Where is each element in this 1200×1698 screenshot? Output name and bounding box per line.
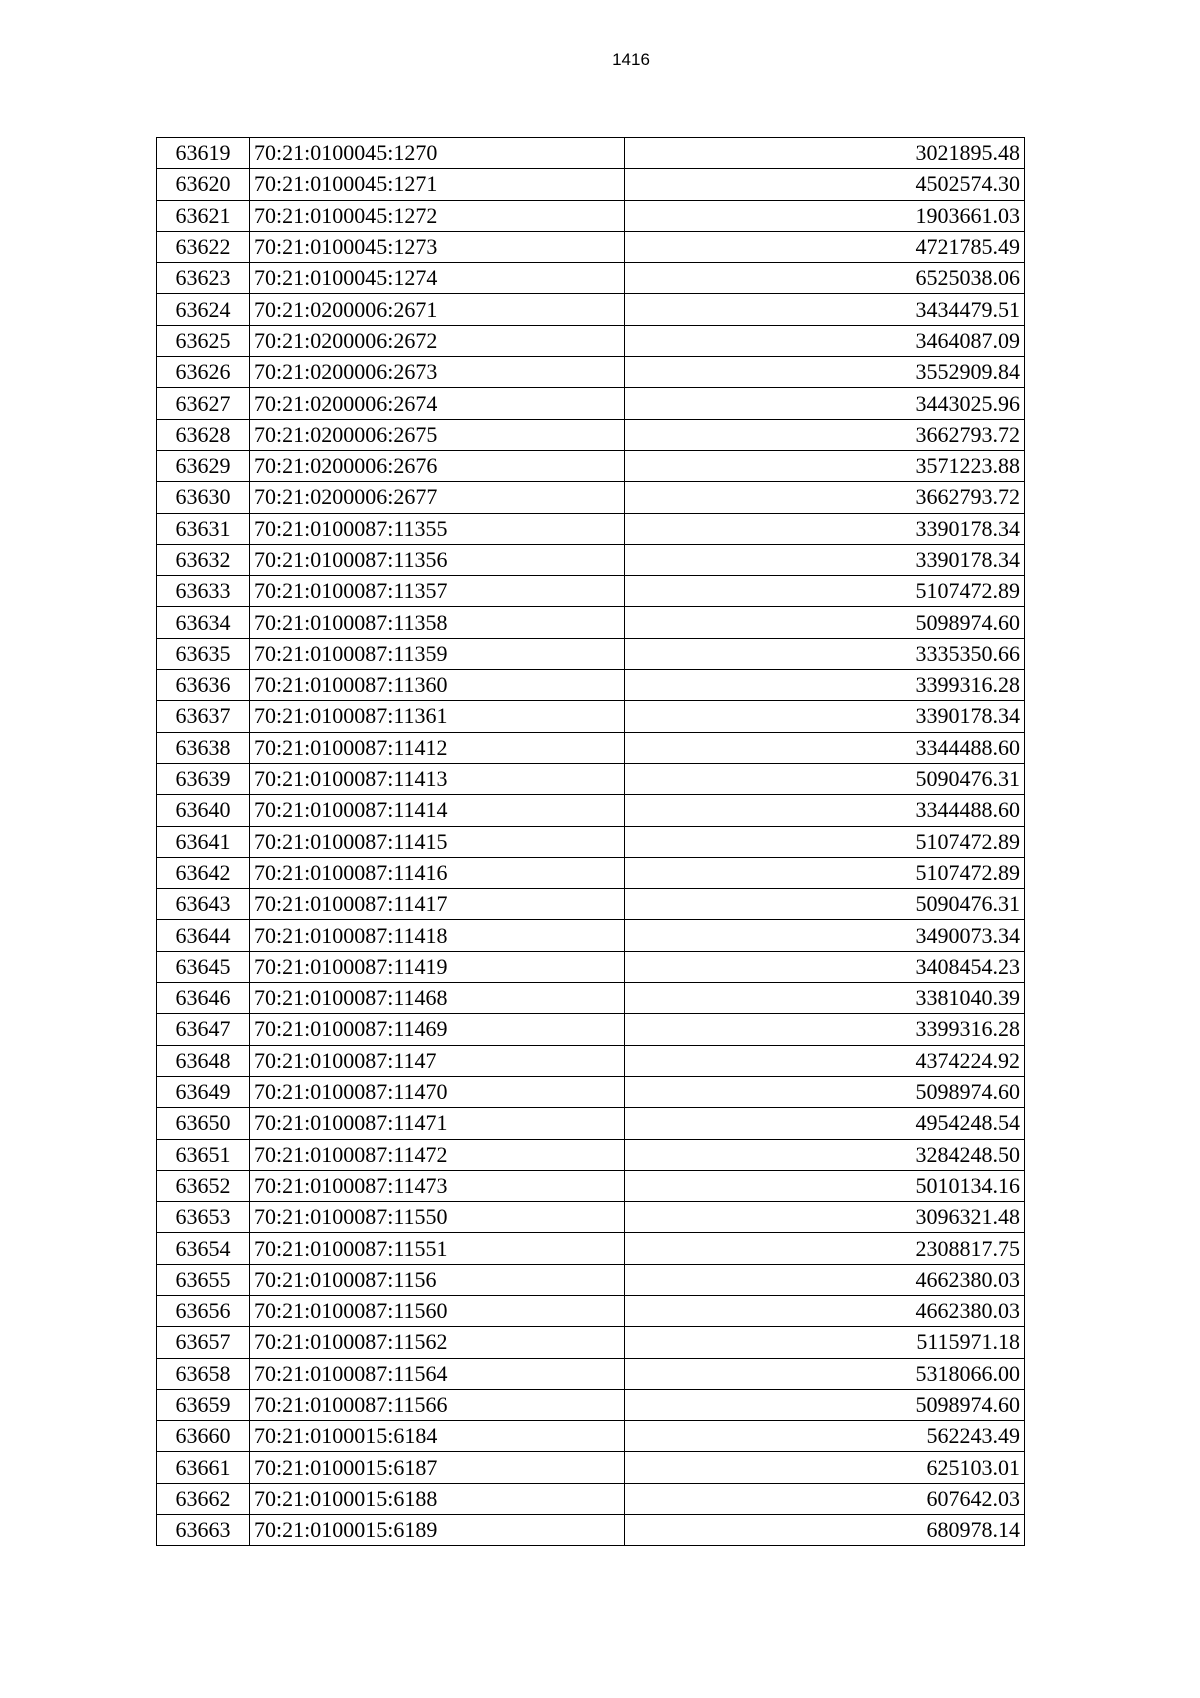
row-number-cell: 63633: [157, 576, 250, 607]
row-number-cell: 63645: [157, 951, 250, 982]
row-number-cell: 63658: [157, 1358, 250, 1389]
row-number-cell: 63636: [157, 670, 250, 701]
cadastral-number-cell: 70:21:0100087:11356: [250, 544, 625, 575]
table-row: [157, 544, 1025, 575]
row-number-cell: 63634: [157, 607, 250, 638]
value-cell: 3284248.50: [625, 1139, 1025, 1170]
table-row: [157, 325, 1025, 356]
table-row: [157, 1389, 1025, 1420]
table-row: [157, 169, 1025, 200]
row-number-cell: 63651: [157, 1139, 250, 1170]
row-number-cell: 63621: [157, 200, 250, 231]
row-number-cell: 63660: [157, 1421, 250, 1452]
value-cell: 3408454.23: [625, 951, 1025, 982]
row-number-cell: 63657: [157, 1327, 250, 1358]
cadastral-number-cell: 70:21:0100015:6184: [250, 1421, 625, 1452]
value-cell: 5090476.31: [625, 889, 1025, 920]
cadastral-number-cell: 70:21:0100087:11564: [250, 1358, 625, 1389]
cadastral-number-cell: 70:21:0100087:11472: [250, 1139, 625, 1170]
cadastral-number-cell: 70:21:0100087:11471: [250, 1108, 625, 1139]
value-cell: 4662380.03: [625, 1264, 1025, 1295]
cadastral-number-cell: 70:21:0100087:11360: [250, 670, 625, 701]
row-number-cell: 63662: [157, 1483, 250, 1514]
value-cell: 3552909.84: [625, 357, 1025, 388]
value-cell: 3443025.96: [625, 388, 1025, 419]
table-row: [157, 763, 1025, 794]
cadastral-number-cell: 70:21:0100045:1271: [250, 169, 625, 200]
table-row: [157, 1327, 1025, 1358]
row-number-cell: 63646: [157, 983, 250, 1014]
table-body: [157, 138, 1025, 1546]
table-row: [157, 1139, 1025, 1170]
table-row: [157, 138, 1025, 169]
value-cell: 5115971.18: [625, 1327, 1025, 1358]
table-row: [157, 670, 1025, 701]
table-row: [157, 263, 1025, 294]
table-row: [157, 513, 1025, 544]
table-row: [157, 231, 1025, 262]
row-number-cell: 63644: [157, 920, 250, 951]
row-number-cell: 63643: [157, 889, 250, 920]
table-row: [157, 1076, 1025, 1107]
cadastral-number-cell: 70:21:0100087:11550: [250, 1202, 625, 1233]
value-cell: 3399316.28: [625, 670, 1025, 701]
cadastral-number-cell: 70:21:0100087:11358: [250, 607, 625, 638]
table-row: [157, 200, 1025, 231]
cadastral-number-cell: 70:21:0100087:11361: [250, 701, 625, 732]
value-cell: 3021895.48: [625, 138, 1025, 169]
cadastral-number-cell: 70:21:0100087:11551: [250, 1233, 625, 1264]
value-cell: 3390178.34: [625, 513, 1025, 544]
value-cell: 2308817.75: [625, 1233, 1025, 1264]
row-number-cell: 63631: [157, 513, 250, 544]
table-row: [157, 1233, 1025, 1264]
table-row: [157, 607, 1025, 638]
table-row: [157, 1202, 1025, 1233]
row-number-cell: 63649: [157, 1076, 250, 1107]
value-cell: 5098974.60: [625, 1076, 1025, 1107]
row-number-cell: 63637: [157, 701, 250, 732]
cadastral-number-cell: 70:21:0200006:2674: [250, 388, 625, 419]
value-cell: 5107472.89: [625, 826, 1025, 857]
cadastral-number-cell: 70:21:0200006:2671: [250, 294, 625, 325]
table-row: [157, 732, 1025, 763]
table-row: [157, 294, 1025, 325]
table-row: [157, 482, 1025, 513]
row-number-cell: 63659: [157, 1389, 250, 1420]
table-row: [157, 795, 1025, 826]
value-cell: 4502574.30: [625, 169, 1025, 200]
value-cell: 680978.14: [625, 1515, 1025, 1546]
cadastral-number-cell: 70:21:0100045:1273: [250, 231, 625, 262]
table-row: [157, 419, 1025, 450]
cadastral-number-cell: 70:21:0100045:1274: [250, 263, 625, 294]
cadastral-number-cell: 70:21:0100087:11359: [250, 638, 625, 669]
row-number-cell: 63638: [157, 732, 250, 763]
value-cell: 3490073.34: [625, 920, 1025, 951]
cadastral-number-cell: 70:21:0200006:2673: [250, 357, 625, 388]
cadastral-number-cell: 70:21:0100087:11357: [250, 576, 625, 607]
row-number-cell: 63619: [157, 138, 250, 169]
row-number-cell: 63656: [157, 1295, 250, 1326]
value-cell: 1903661.03: [625, 200, 1025, 231]
table-row: [157, 1515, 1025, 1546]
value-cell: 3096321.48: [625, 1202, 1025, 1233]
value-cell: 625103.01: [625, 1452, 1025, 1483]
row-number-cell: 63639: [157, 763, 250, 794]
cadastral-number-cell: 70:21:0100087:11560: [250, 1295, 625, 1326]
table-row: [157, 357, 1025, 388]
row-number-cell: 63655: [157, 1264, 250, 1295]
row-number-cell: 63653: [157, 1202, 250, 1233]
cadastral-number-cell: 70:21:0100087:1147: [250, 1045, 625, 1076]
cadastral-number-cell: 70:21:0100087:1156: [250, 1264, 625, 1295]
row-number-cell: 63648: [157, 1045, 250, 1076]
row-number-cell: 63650: [157, 1108, 250, 1139]
value-cell: 3571223.88: [625, 450, 1025, 481]
value-cell: 607642.03: [625, 1483, 1025, 1514]
value-cell: 3335350.66: [625, 638, 1025, 669]
cadastral-number-cell: 70:21:0100087:11473: [250, 1170, 625, 1201]
value-cell: 3662793.72: [625, 419, 1025, 450]
value-cell: 5107472.89: [625, 576, 1025, 607]
row-number-cell: 63623: [157, 263, 250, 294]
cadastral-number-cell: 70:21:0100087:11468: [250, 983, 625, 1014]
row-number-cell: 63630: [157, 482, 250, 513]
table-row: [157, 889, 1025, 920]
value-cell: 6525038.06: [625, 263, 1025, 294]
value-cell: 4721785.49: [625, 231, 1025, 262]
table-row: [157, 1358, 1025, 1389]
row-number-cell: 63635: [157, 638, 250, 669]
table-row: [157, 638, 1025, 669]
value-cell: 5098974.60: [625, 607, 1025, 638]
row-number-cell: 63632: [157, 544, 250, 575]
cadastral-number-cell: 70:21:0200006:2672: [250, 325, 625, 356]
cadastral-number-cell: 70:21:0100087:11413: [250, 763, 625, 794]
cadastral-value-table: [156, 137, 1025, 1546]
row-number-cell: 63626: [157, 357, 250, 388]
value-cell: 3344488.60: [625, 732, 1025, 763]
cadastral-number-cell: 70:21:0100015:6187: [250, 1452, 625, 1483]
cadastral-number-cell: 70:21:0100087:11416: [250, 857, 625, 888]
value-cell: 4374224.92: [625, 1045, 1025, 1076]
table-row: [157, 1108, 1025, 1139]
value-cell: 3434479.51: [625, 294, 1025, 325]
row-number-cell: 63625: [157, 325, 250, 356]
cadastral-number-cell: 70:21:0100087:11566: [250, 1389, 625, 1420]
value-cell: 3390178.34: [625, 701, 1025, 732]
value-cell: 3399316.28: [625, 1014, 1025, 1045]
row-number-cell: 63661: [157, 1452, 250, 1483]
row-number-cell: 63652: [157, 1170, 250, 1201]
cadastral-number-cell: 70:21:0100087:11412: [250, 732, 625, 763]
table-row: [157, 701, 1025, 732]
table-row: [157, 1045, 1025, 1076]
value-cell: 4954248.54: [625, 1108, 1025, 1139]
value-cell: 3344488.60: [625, 795, 1025, 826]
value-cell: 5098974.60: [625, 1389, 1025, 1420]
table-row: [157, 1264, 1025, 1295]
row-number-cell: 63629: [157, 450, 250, 481]
table-row: [157, 1452, 1025, 1483]
row-number-cell: 63641: [157, 826, 250, 857]
row-number-cell: 63624: [157, 294, 250, 325]
row-number-cell: 63642: [157, 857, 250, 888]
cadastral-number-cell: 70:21:0200006:2675: [250, 419, 625, 450]
table-row: [157, 1014, 1025, 1045]
cadastral-number-cell: 70:21:0100087:11355: [250, 513, 625, 544]
cadastral-number-cell: 70:21:0100087:11419: [250, 951, 625, 982]
cadastral-number-cell: 70:21:0100087:11414: [250, 795, 625, 826]
page-number: 1416: [612, 50, 650, 69]
table-row: [157, 920, 1025, 951]
table-row: [157, 1170, 1025, 1201]
value-cell: 3464087.09: [625, 325, 1025, 356]
cadastral-number-cell: 70:21:0100087:11469: [250, 1014, 625, 1045]
value-cell: 4662380.03: [625, 1295, 1025, 1326]
row-number-cell: 63663: [157, 1515, 250, 1546]
table-row: [157, 857, 1025, 888]
cadastral-number-cell: 70:21:0100045:1272: [250, 200, 625, 231]
cadastral-number-cell: 70:21:0100015:6189: [250, 1515, 625, 1546]
value-cell: 5090476.31: [625, 763, 1025, 794]
value-cell: 3662793.72: [625, 482, 1025, 513]
table-row: [157, 826, 1025, 857]
table-row: [157, 450, 1025, 481]
table-row: [157, 388, 1025, 419]
table-row: [157, 1483, 1025, 1514]
row-number-cell: 63640: [157, 795, 250, 826]
value-cell: 5107472.89: [625, 857, 1025, 888]
cadastral-number-cell: 70:21:0200006:2677: [250, 482, 625, 513]
cadastral-number-cell: 70:21:0200006:2676: [250, 450, 625, 481]
value-cell: 562243.49: [625, 1421, 1025, 1452]
row-number-cell: 63647: [157, 1014, 250, 1045]
table-row: [157, 983, 1025, 1014]
value-cell: 3381040.39: [625, 983, 1025, 1014]
cadastral-number-cell: 70:21:0100087:11417: [250, 889, 625, 920]
row-number-cell: 63620: [157, 169, 250, 200]
cadastral-number-cell: 70:21:0100015:6188: [250, 1483, 625, 1514]
table-row: [157, 1295, 1025, 1326]
table-row: [157, 1421, 1025, 1452]
row-number-cell: 63622: [157, 231, 250, 262]
row-number-cell: 63627: [157, 388, 250, 419]
value-cell: 5010134.16: [625, 1170, 1025, 1201]
value-cell: 5318066.00: [625, 1358, 1025, 1389]
cadastral-number-cell: 70:21:0100087:11415: [250, 826, 625, 857]
value-cell: 3390178.34: [625, 544, 1025, 575]
cadastral-number-cell: 70:21:0100045:1270: [250, 138, 625, 169]
row-number-cell: 63654: [157, 1233, 250, 1264]
table-row: [157, 576, 1025, 607]
cadastral-number-cell: 70:21:0100087:11418: [250, 920, 625, 951]
cadastral-number-cell: 70:21:0100087:11562: [250, 1327, 625, 1358]
cadastral-number-cell: 70:21:0100087:11470: [250, 1076, 625, 1107]
table-row: [157, 951, 1025, 982]
row-number-cell: 63628: [157, 419, 250, 450]
